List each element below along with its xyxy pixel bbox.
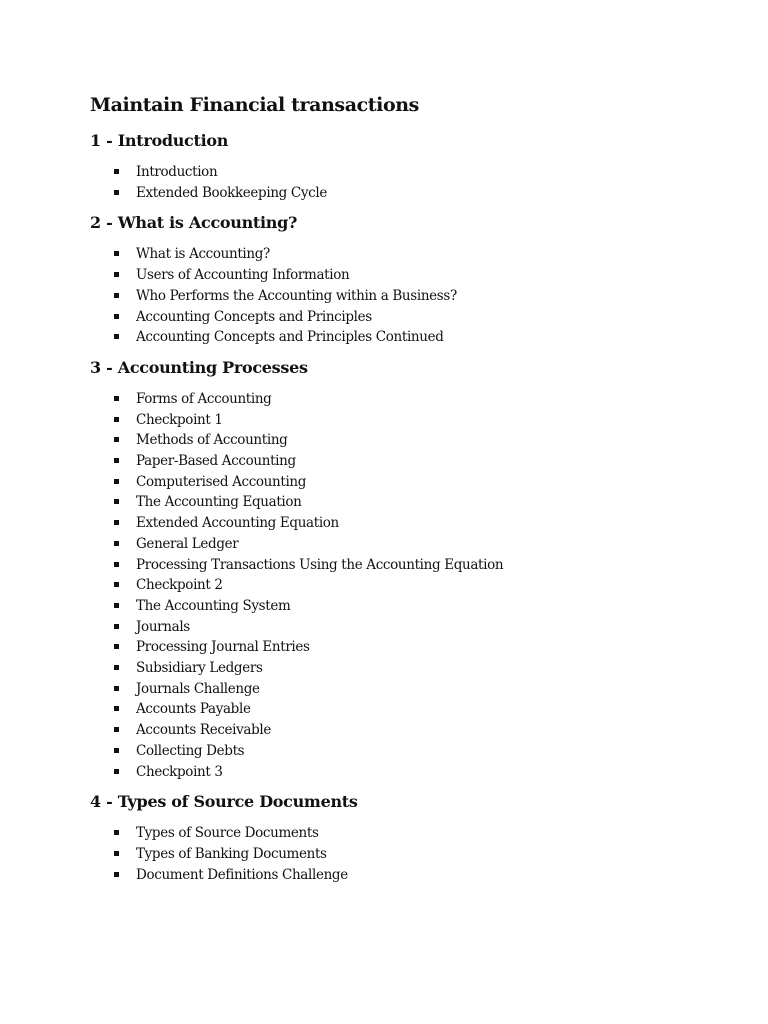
square-bullet-icon [114,603,119,608]
section-2 [90,212,708,348]
list-item [90,513,708,534]
list-item-text: Accounting Concepts and Principles [136,308,372,325]
list-item-text: General Ledger [136,535,239,552]
list-item-text: Accounts Payable [136,701,251,718]
square-bullet-icon [114,251,119,256]
list-item-text: Methods of Accounting [136,432,288,449]
list-item [90,183,708,204]
list-item-text: The Accounting System [136,597,291,614]
list-item [90,307,708,328]
square-bullet-icon [114,396,119,401]
square-bullet-icon [114,769,119,774]
sections-container [90,130,708,885]
list-item [90,658,708,679]
list-item-text: Types of Source Documents [136,825,319,842]
list-item-text: Journals Challenge [136,680,260,697]
square-bullet-icon [114,417,119,422]
list-item [90,865,708,886]
list-item-text: Introduction [136,164,218,180]
square-bullet-icon [114,727,119,732]
square-bullet-icon [114,479,119,484]
list-item [90,823,708,844]
section-item-list [90,389,708,782]
list-item-text: Types of Banking Documents [136,845,327,862]
list-item [90,410,708,431]
section-4 [90,791,708,885]
square-bullet-icon [114,706,119,711]
list-item [90,265,708,286]
list-item [90,327,708,348]
list-item [90,472,708,493]
square-bullet-icon [114,872,119,877]
square-bullet-icon [114,644,119,649]
list-item-text: Who Performs the Accounting within a Business? [136,287,457,304]
list-item-text: Processing Journal Entries [136,639,310,656]
list-item [90,244,708,265]
square-bullet-icon [114,293,119,298]
square-bullet-icon [114,748,119,753]
list-item-text: Document Definitions Challenge [136,866,348,883]
list-item [90,430,708,451]
section-3 [90,357,708,782]
section-heading: 1 - Introduction [90,131,229,150]
square-bullet-icon [114,437,119,442]
list-item-text: Processing Transactions Using the Accounting Equation [136,556,504,573]
section-item-list [90,244,708,348]
list-item [90,679,708,700]
list-item [90,534,708,555]
square-bullet-icon [114,458,119,463]
list-item [90,492,708,513]
list-item-text: Paper-Based Accounting [136,453,296,470]
list-item [90,575,708,596]
section-item-list [90,162,708,203]
square-bullet-icon [114,314,119,319]
square-bullet-icon [114,541,119,546]
list-item-text: Subsidiary Ledgers [136,660,263,677]
square-bullet-icon [114,169,119,174]
list-item [90,741,708,762]
list-item [90,844,708,865]
list-item [90,162,708,183]
list-item-text: Checkpoint 1 [136,411,223,428]
square-bullet-icon [114,686,119,691]
list-item-text: Forms of Accounting [136,390,272,407]
square-bullet-icon [114,582,119,587]
list-item-text: Collecting Debts [136,742,245,759]
list-item-text: The Accounting Equation [136,494,302,511]
list-item-text: Accounting Concepts and Principles Continued [136,329,444,346]
list-item [90,555,708,576]
list-item-text: What is Accounting? [136,246,270,263]
square-bullet-icon [114,665,119,670]
square-bullet-icon [114,624,119,629]
square-bullet-icon [114,272,119,277]
square-bullet-icon [114,499,119,504]
list-item [90,699,708,720]
list-item-text: Checkpoint 2 [136,577,223,594]
section-heading: 4 - Types of Source Documents [90,792,358,812]
list-item [90,617,708,638]
list-item [90,286,708,307]
list-item-text: Computerised Accounting [136,473,307,490]
section-heading: 3 - Accounting Processes [90,357,308,377]
list-item-text: Journals [136,618,190,635]
square-bullet-icon [114,334,119,339]
square-bullet-icon [114,830,119,835]
list-item [90,762,708,783]
list-item [90,389,708,410]
section-heading: 2 - What is Accounting? [90,213,298,233]
list-item [90,720,708,741]
square-bullet-icon [114,851,119,856]
list-item-text: Extended Bookkeeping Cycle [136,184,327,201]
square-bullet-icon [114,562,119,567]
list-item-text: Extended Accounting Equation [136,515,339,532]
list-item [90,637,708,658]
list-item-text: Users of Accounting Information [136,267,350,284]
section-1 [90,130,708,203]
square-bullet-icon [114,520,119,525]
list-item [90,596,708,617]
list-item [90,451,708,472]
section-item-list [90,823,708,885]
square-bullet-icon [114,190,119,195]
list-item-text: Checkpoint 3 [136,763,223,780]
list-item-text: Accounts Receivable [136,722,272,739]
document-title: Maintain Financial transactions [90,94,419,116]
